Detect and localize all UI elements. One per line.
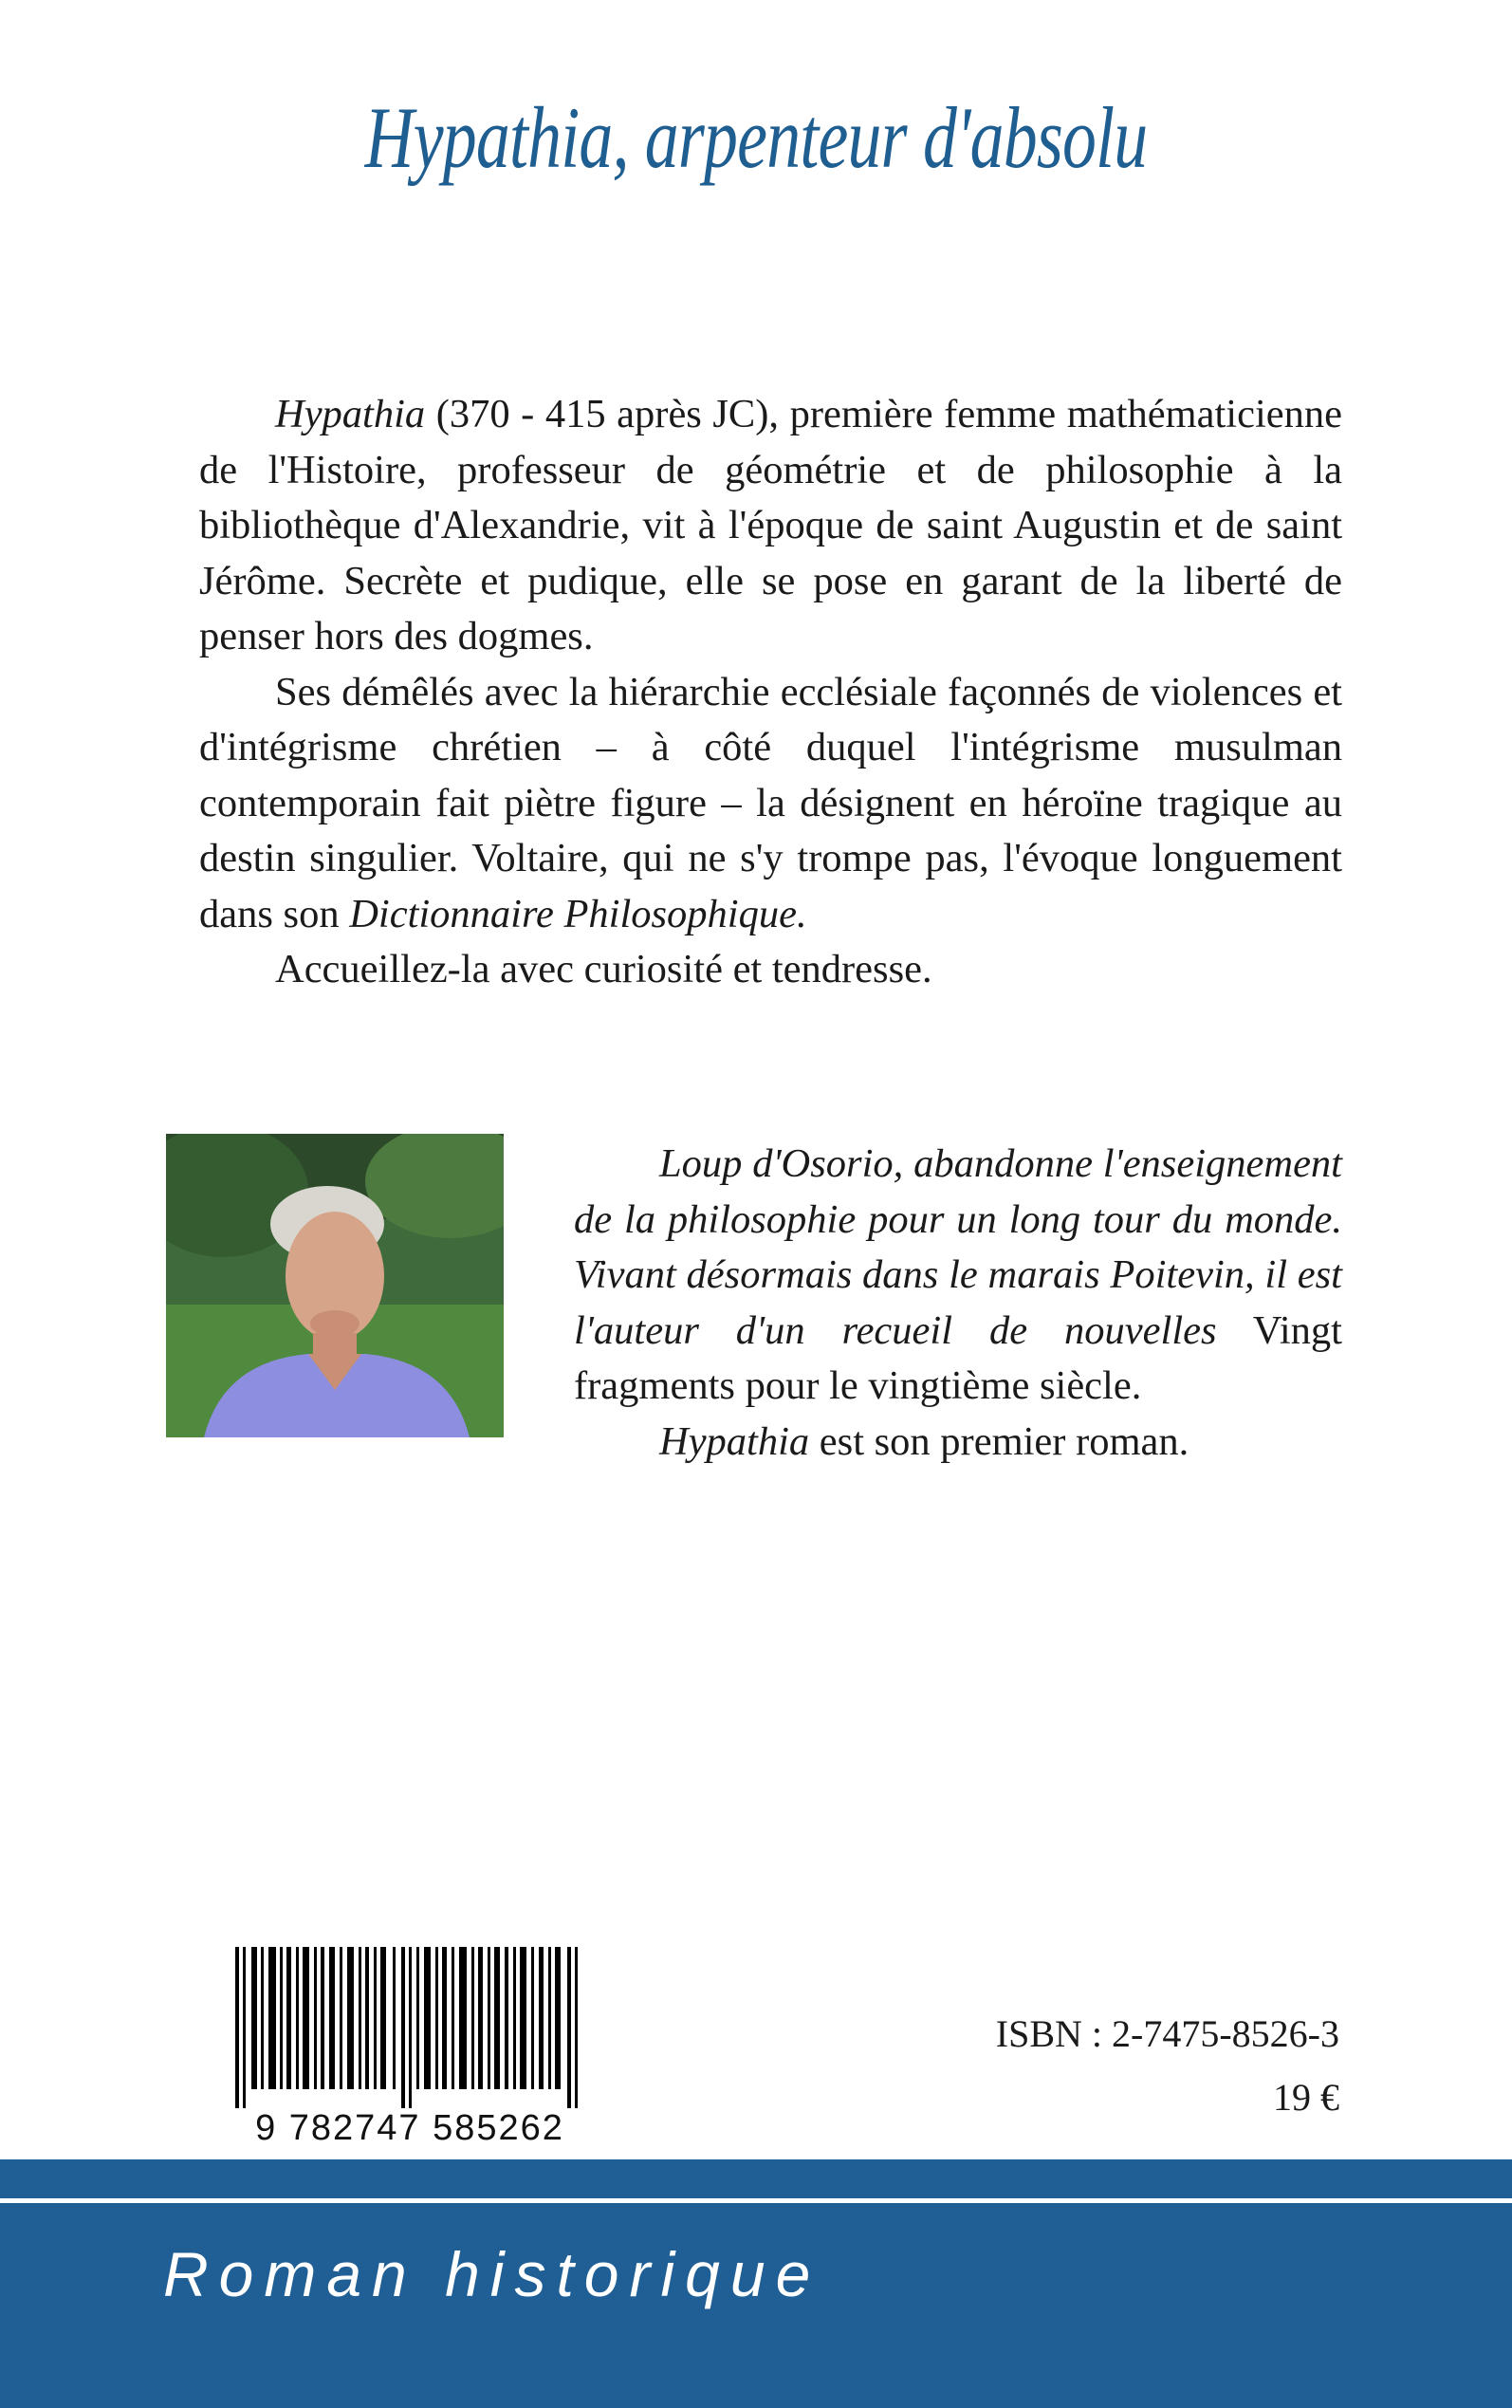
bio-paragraph-1 <box>574 1137 1342 1415</box>
hypathia-name: Hypathia <box>275 392 426 436</box>
bio-italic: Loup d'Osorio, abandonne l'enseignement de la philosophie pour un long tour du monde. Vivant désormais dans le marais Poitevin, il est l'auteur d'un recueil de nouvelles <box>574 1141 1342 1353</box>
price: 19 € <box>1273 2076 1339 2119</box>
blurb-paragraph-3: Accueillez-la avec curiosité et tendresse. <box>275 947 932 991</box>
dictionnaire-title: Dictionnaire Philosophique. <box>349 891 807 936</box>
isbn: ISBN : 2-7475-8526-3 <box>995 2012 1339 2055</box>
blurb-text-2: Ses démêlés avec la hiérarchie ecclésiale façonnés de violences et d'intégrisme chrétien – à côté duquel l'intégrisme musulman contemporain fait piètre figure – la désignent en héroïne tragique au destin singulier. Voltaire, qui ne s'y trompe pas, l'évoque longuement dans son <box>199 669 1342 936</box>
back-cover-blurb <box>199 387 1342 998</box>
barcode <box>216 1947 603 2148</box>
barcode-digits: 9 782747 585262 <box>255 2108 564 2148</box>
bio-paragraph-2 <box>574 1415 1342 1471</box>
blurb-text-1: (370 - 415 après JC), première femme mathématicienne de l'Histoire, professeur de géométrie et de philosophie à la bibliothèque d'Alexandrie, vit à l'époque de saint Augustin et de saint Jérôme. Secrète et pudique, elle se pose en garant de la liberté de penser hors des dogmes. <box>199 392 1342 658</box>
series-band <box>0 2159 1512 2408</box>
novel-title: Hypathia <box>659 1418 810 1464</box>
book-title: Hypathia, arpenteur d'absolu <box>364 89 1148 186</box>
bio-collection-title: Vingt fragments pour le vingtième siècle. <box>574 1307 1342 1408</box>
band-divider <box>0 2198 1512 2203</box>
blurb-paragraph-2 <box>199 665 1342 943</box>
blurb-paragraph-1 <box>199 387 1342 665</box>
novel-text: est son premier roman. <box>809 1418 1189 1464</box>
author-bio <box>574 1137 1342 1470</box>
series-label: Roman historique <box>163 2239 821 2309</box>
author-photo <box>166 1134 504 1437</box>
